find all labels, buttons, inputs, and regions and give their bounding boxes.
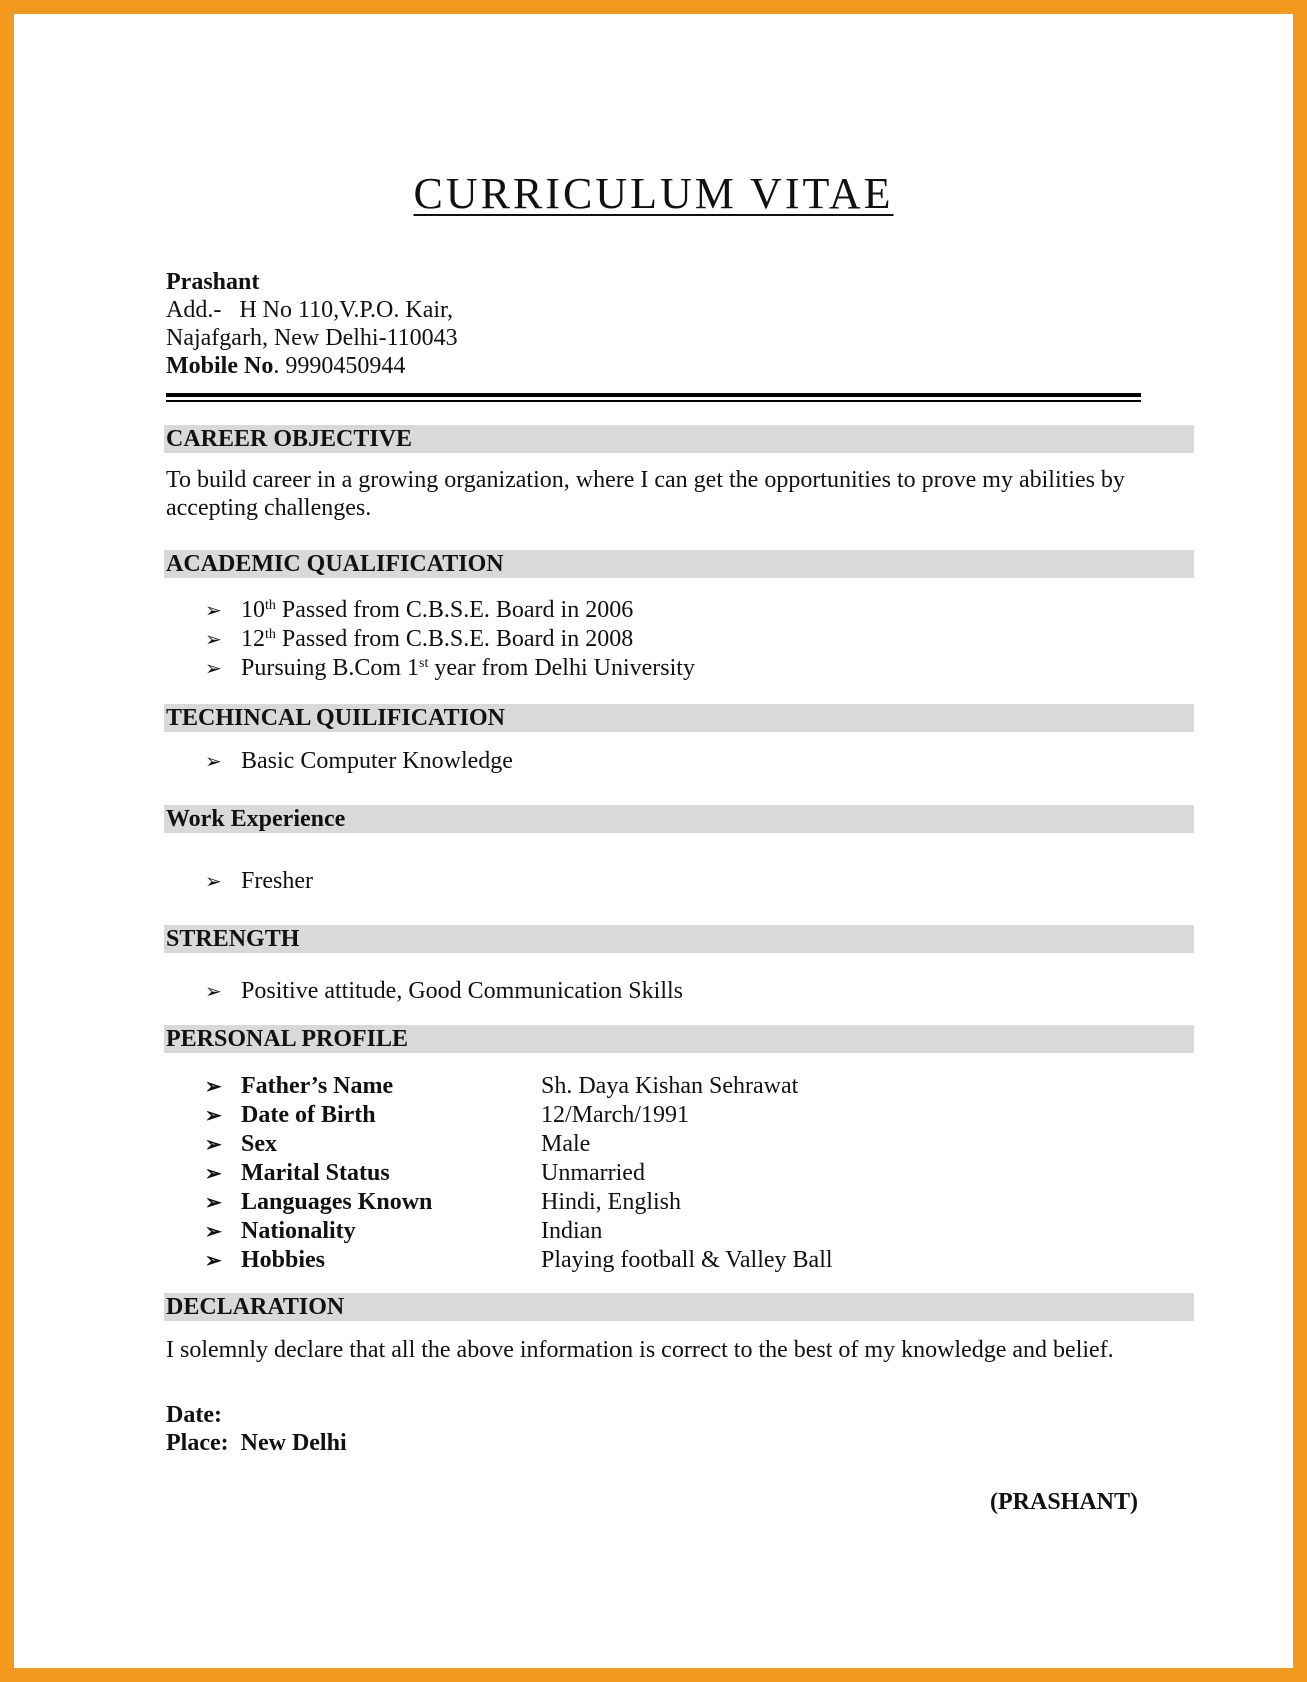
profile-label: ➢ Marital Status xyxy=(205,1160,390,1186)
mobile-line xyxy=(166,352,405,380)
divider-thick xyxy=(166,393,1141,397)
declaration-text: I solemnly declare that all the above information is correct to the best of my knowledge and belief. xyxy=(166,1337,1114,1363)
profile-value: Sh. Daya Kishan Sehrawat xyxy=(541,1073,799,1099)
strength-item: ➢ Positive attitude, Good Communication Skills xyxy=(205,978,683,1004)
profile-label: ➢ Hobbies xyxy=(205,1247,326,1273)
arrow-bullet-icon: ➢ xyxy=(205,1250,222,1272)
profile-value: Indian xyxy=(541,1218,603,1244)
academic-item: ➢ Pursuing B.Com 1st year from Delhi University xyxy=(205,655,695,681)
section-technical: TECHINCAL QUILIFICATION xyxy=(164,704,1194,732)
arrow-bullet-icon: ➢ xyxy=(205,629,222,651)
arrow-bullet-icon: ➢ xyxy=(205,1192,222,1214)
academic-item: ➢ 10th Passed from C.B.S.E. Board in 2006 xyxy=(205,597,634,623)
mobile-value: . 9990450944 xyxy=(273,353,406,379)
place-line xyxy=(166,1429,347,1457)
section-work-experience: Work Experience xyxy=(164,805,1194,833)
arrow-bullet-icon: ➢ xyxy=(205,600,222,622)
profile-value: Male xyxy=(541,1131,591,1157)
work-item: ➢ Fresher xyxy=(205,868,313,894)
arrow-bullet-icon: ➢ xyxy=(205,1076,222,1098)
technical-item: ➢ Basic Computer Knowledge xyxy=(205,748,513,774)
candidate-name: Prashant xyxy=(166,269,260,295)
arrow-bullet-icon: ➢ xyxy=(205,1163,222,1185)
mobile-label: Mobile No xyxy=(166,353,274,379)
section-academic: ACADEMIC QUALIFICATION xyxy=(164,550,1194,578)
profile-value: Unmarried xyxy=(541,1160,645,1186)
profile-label: ➢ Sex xyxy=(205,1131,277,1157)
address-value-1: H No 110,V.P.O. Kair, xyxy=(239,297,454,323)
arrow-bullet-icon: ➢ xyxy=(205,1134,222,1156)
profile-value: Playing football & Valley Ball xyxy=(541,1247,833,1273)
profile-label: ➢ Languages Known xyxy=(205,1189,433,1215)
arrow-bullet-icon: ➢ xyxy=(205,981,222,1003)
section-strength: STRENGTH xyxy=(164,925,1194,953)
section-career-objective: CAREER OBJECTIVE xyxy=(164,425,1194,453)
section-declaration: DECLARATION xyxy=(164,1293,1194,1321)
document-title: CURRICULUM VITAE xyxy=(413,169,894,218)
signature: (PRASHANT) xyxy=(990,1489,1138,1515)
career-objective-text: To build career in a growing organization, where I can get the opportunities to prove my abilities by accepting challenges. xyxy=(166,467,1125,521)
arrow-bullet-icon: ➢ xyxy=(205,751,222,773)
arrow-bullet-icon: ➢ xyxy=(205,871,222,893)
address-line-1 xyxy=(166,296,453,324)
section-personal-profile: PERSONAL PROFILE xyxy=(164,1025,1194,1053)
arrow-bullet-icon: ➢ xyxy=(205,1221,222,1243)
academic-item: ➢ 12th Passed from C.B.S.E. Board in 2008 xyxy=(205,626,634,652)
arrow-bullet-icon: ➢ xyxy=(205,658,222,680)
address-line-2: Najafgarh, New Delhi-110043 xyxy=(166,325,458,351)
profile-label: ➢ Date of Birth xyxy=(205,1102,376,1128)
divider-thin xyxy=(166,400,1141,402)
address-label: Add.- xyxy=(166,297,222,323)
arrow-bullet-icon: ➢ xyxy=(205,1105,222,1127)
date-label: Date: xyxy=(166,1402,222,1428)
place-label: Place: xyxy=(166,1430,229,1456)
profile-value: 12/March/1991 xyxy=(541,1102,689,1128)
profile-value: Hindi, English xyxy=(541,1189,682,1215)
profile-label: ➢ Father’s Name xyxy=(205,1073,394,1099)
place-value: New Delhi xyxy=(240,1430,347,1456)
profile-label: ➢ Nationality xyxy=(205,1218,356,1244)
